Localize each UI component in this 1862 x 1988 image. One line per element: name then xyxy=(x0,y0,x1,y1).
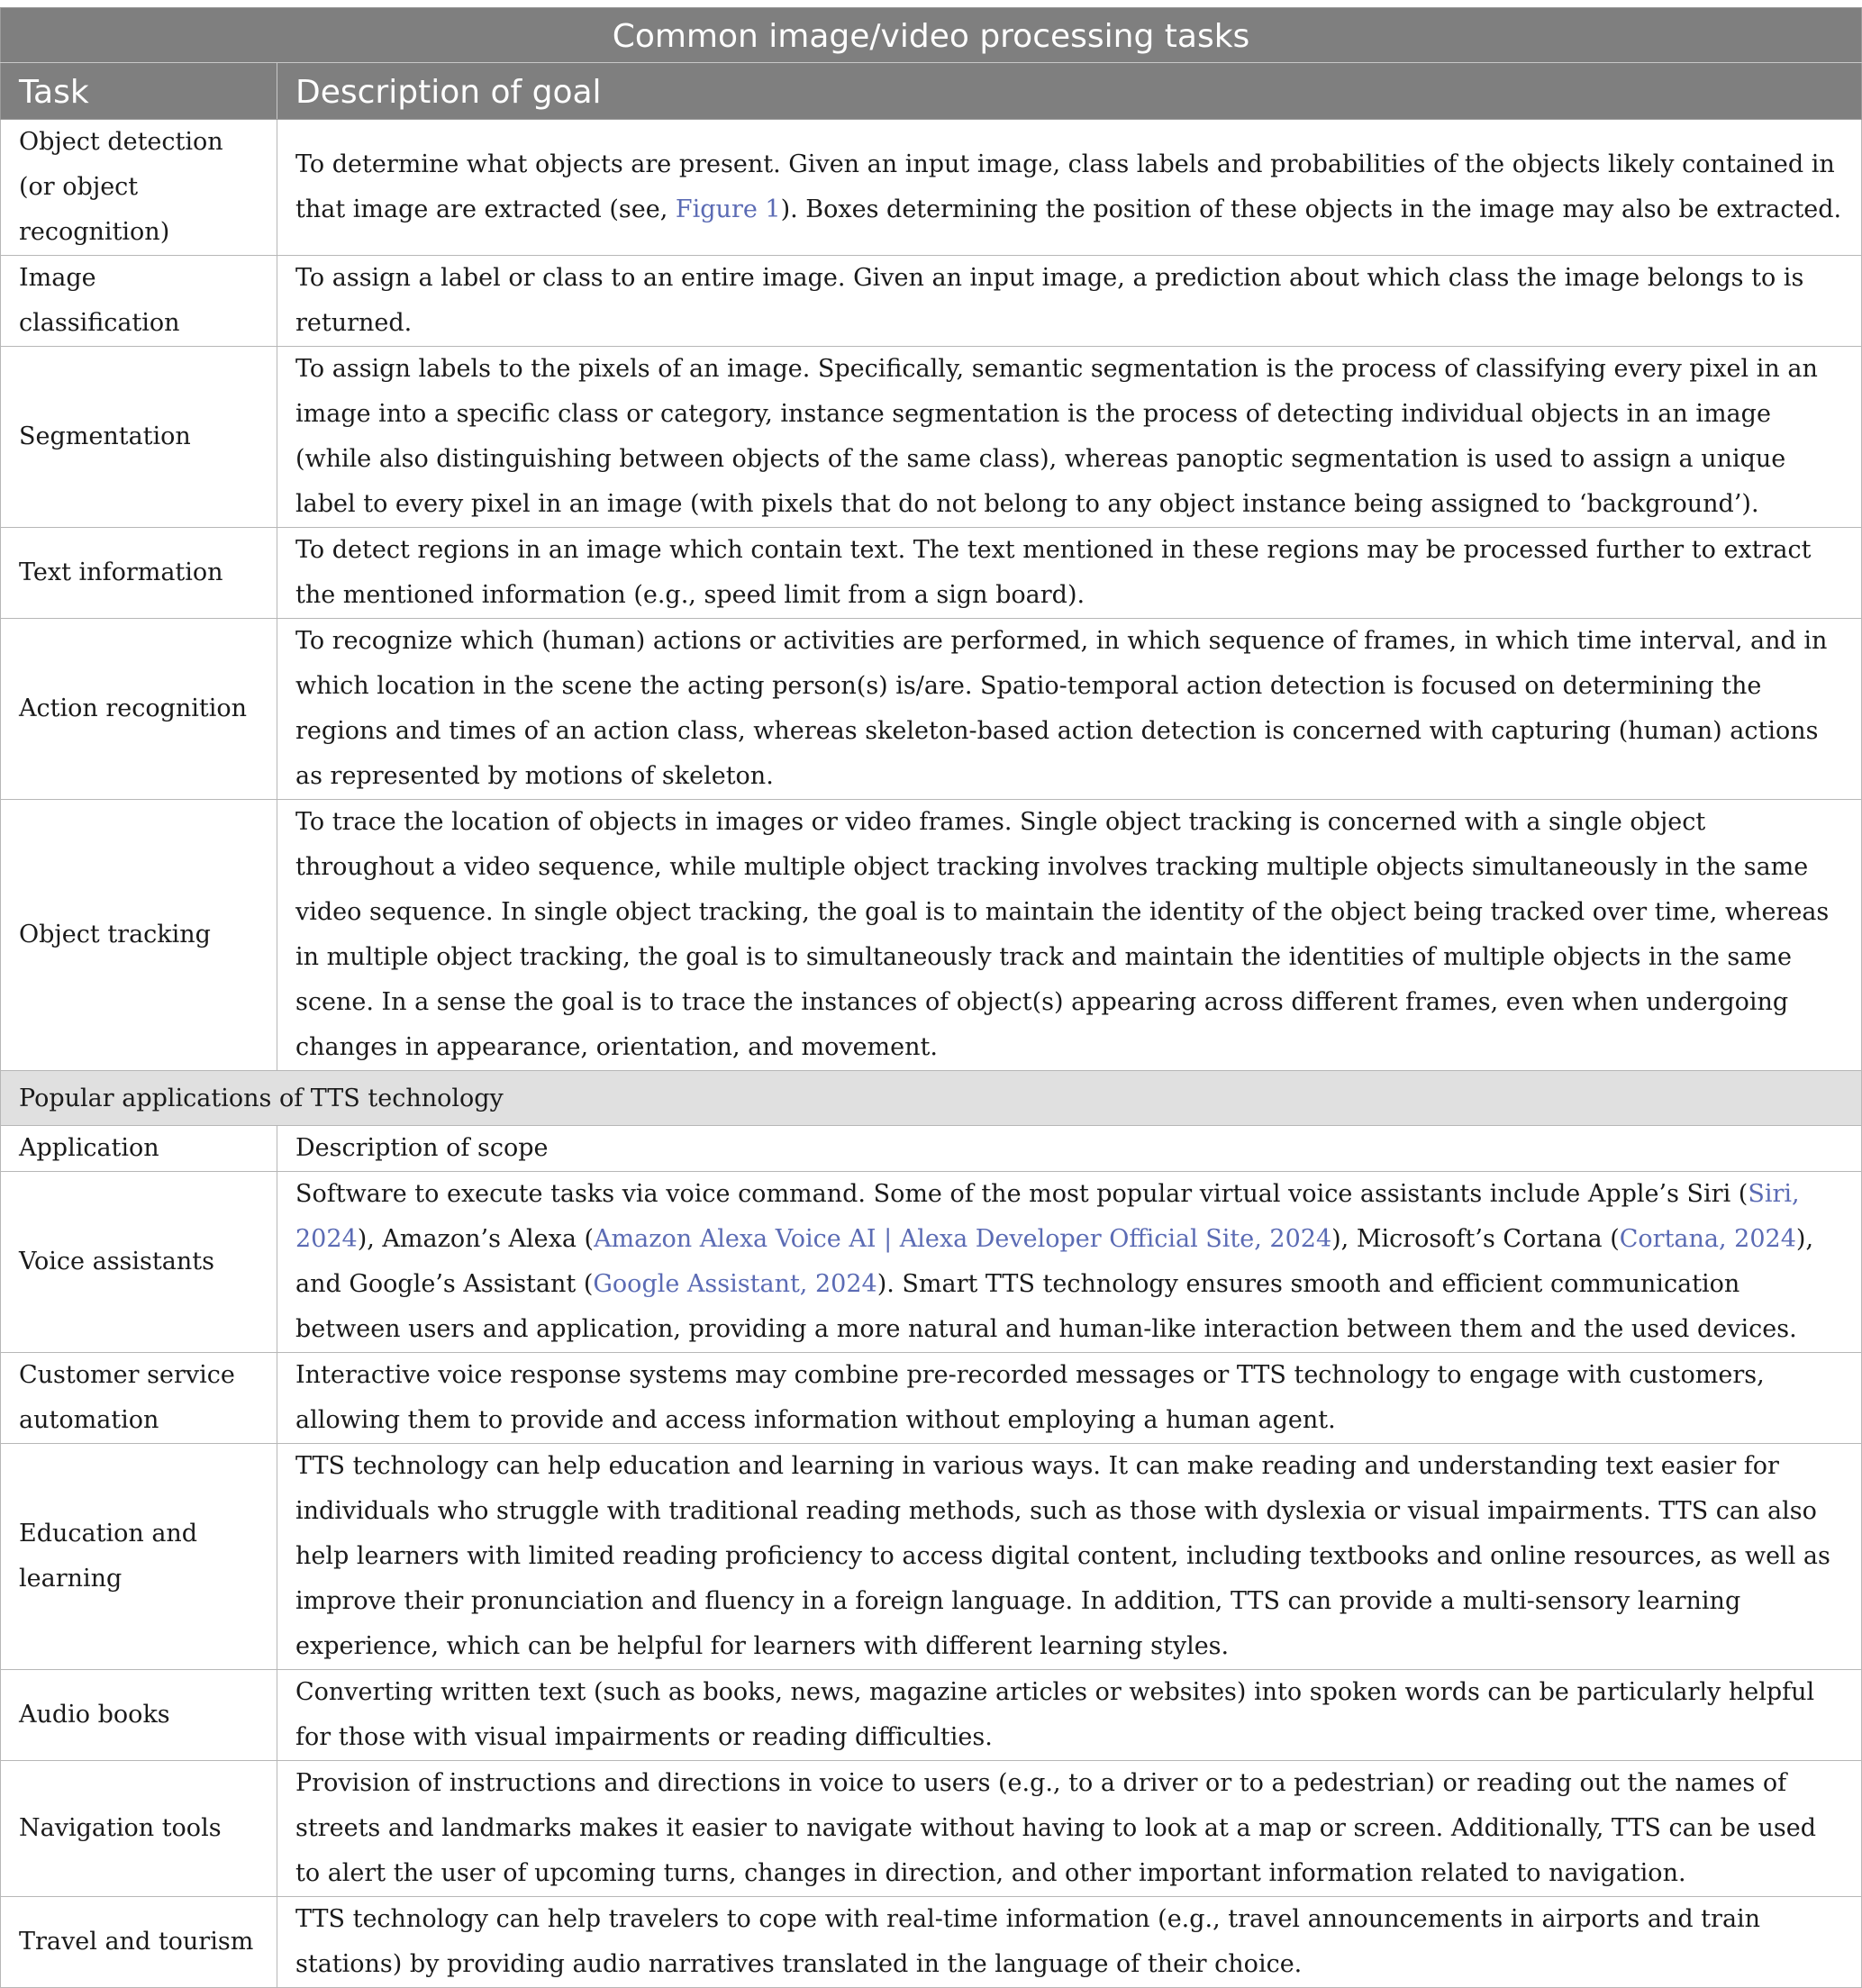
header-application: Application xyxy=(1,1126,277,1172)
task-name: Segmentation xyxy=(1,347,277,528)
google-assistant-reference-link[interactable]: Google Assistant, 2024 xyxy=(593,1270,877,1298)
table-header-row xyxy=(1,63,1862,120)
application-name: Voice assistants xyxy=(1,1172,277,1353)
application-name: Audio books xyxy=(1,1670,277,1761)
table-row xyxy=(1,619,1862,800)
description-text: ), and Google’s Assistant ( xyxy=(295,1225,1814,1298)
table-row xyxy=(1,1444,1862,1670)
table-row xyxy=(1,1897,1862,1988)
header-description: Description of goal xyxy=(277,63,1862,120)
header-task: Task xyxy=(1,63,277,120)
tasks-table xyxy=(0,7,1862,1988)
section-title: Popular applications of TTS technology xyxy=(1,1071,1862,1126)
description-text: ). Smart TTS technology ensures smooth and efficient communication between users and application, providing a more natural and human-like interaction between them and the used devices. xyxy=(295,1270,1797,1343)
section-title-row xyxy=(1,1071,1862,1126)
application-name: Travel and tourism xyxy=(1,1897,277,1988)
table-row xyxy=(1,1761,1862,1897)
application-description: Interactive voice response systems may combine pre-recorded messages or TTS technology to engage with customers, allowing them to provide and access information without employing a human agent. xyxy=(277,1353,1862,1444)
description-text: To determine what objects are present. Given an input image, class labels and probabilities of the objects likely contained in that image are extracted (see, xyxy=(295,150,1835,223)
table-row xyxy=(1,1172,1862,1353)
application-name: Customer service automation xyxy=(1,1353,277,1444)
description-text: Software to execute tasks via voice command. Some of the most popular virtual voice assistants include Apple’s Siri ( xyxy=(295,1180,1748,1208)
header-scope: Description of scope xyxy=(277,1126,1862,1172)
application-description: Provision of instructions and directions in voice to users (e.g., to a driver or to a pedestrian) or reading out the names of streets and landmarks makes it easier to navigate without having to look at a map or screen. Additionally, TTS can be used to alert the user of upcoming turns, changes in direction, and other important information related to navigation. xyxy=(277,1761,1862,1897)
application-name: Education and learning xyxy=(1,1444,277,1670)
application-description: Converting written text (such as books, news, magazine articles or websites) into spoken words can be particularly helpful for those with visual impairments or reading difficulties. xyxy=(277,1670,1862,1761)
application-name: Navigation tools xyxy=(1,1761,277,1897)
table-row xyxy=(1,528,1862,619)
application-description xyxy=(277,1172,1862,1353)
task-name: Image classification xyxy=(1,256,277,347)
table-wrapper xyxy=(0,7,1861,1988)
table-row xyxy=(1,1353,1862,1444)
description-text: ), Microsoft’s Cortana ( xyxy=(1331,1225,1620,1253)
cortana-reference-link[interactable]: Cortana, 2024 xyxy=(1619,1225,1796,1253)
table-row xyxy=(1,347,1862,528)
description-text: ), Amazon’s Alexa ( xyxy=(357,1225,595,1253)
task-description: To detect regions in an image which contain text. The text mentioned in these regions may be processed further to extract the mentioned information (e.g., speed limit from a sign board). xyxy=(277,528,1862,619)
table-row xyxy=(1,256,1862,347)
task-description: To assign a label or class to an entire image. Given an input image, a prediction about which class the image belongs to is returned. xyxy=(277,256,1862,347)
task-name: Object detection (or object recognition) xyxy=(1,120,277,256)
table-title-row xyxy=(1,8,1862,63)
table-title: Common image/video processing tasks xyxy=(1,8,1862,63)
application-description: TTS technology can help travelers to cope with real-time information (e.g., travel announcements in airports and train stations) by providing audio narratives translated in the language of their choice. xyxy=(277,1897,1862,1988)
task-description: To assign labels to the pixels of an image. Specifically, semantic segmentation is the process of classifying every pixel in an image into a specific class or category, instance segmentation is the process of detecting individual objects in an image (while also distinguishing between objects of the same class), whereas panoptic segmentation is used to assign a unique label to every pixel in an image (with pixels that do not belong to any object instance being assigned to ‘background’). xyxy=(277,347,1862,528)
application-description: TTS technology can help education and learning in various ways. It can make reading and understanding text easier for individuals who struggle with traditional reading methods, such as those with dyslexia or visual impairments. TTS can also help learners with limited reading proficiency to access digital content, including textbooks and online resources, as well as improve their pronunciation and fluency in a foreign language. In addition, TTS can provide a multi-sensory learning experience, which can be helpful for learners with different learning styles. xyxy=(277,1444,1862,1670)
table-row xyxy=(1,800,1862,1071)
table-row xyxy=(1,120,1862,256)
section-header-row xyxy=(1,1126,1862,1172)
task-name: Action recognition xyxy=(1,619,277,800)
task-description xyxy=(277,120,1862,256)
description-text: ). Boxes determining the position of these objects in the image may also be extracted. xyxy=(780,195,1842,223)
alexa-reference-link[interactable]: Amazon Alexa Voice AI | Alexa Developer Official Site, 2024 xyxy=(594,1225,1332,1253)
siri-reference-link[interactable]: Siri, 2024 xyxy=(295,1180,1800,1253)
task-name: Object tracking xyxy=(1,800,277,1071)
figure-link[interactable]: Figure 1 xyxy=(675,195,781,223)
task-name: Text information xyxy=(1,528,277,619)
task-description: To recognize which (human) actions or activities are performed, in which sequence of frames, in which time interval, and in which location in the scene the acting person(s) is/are. Spatio-temporal action detection is focused on determining the regions and times of an action class, whereas skeleton-based action detection is concerned with capturing (human) actions as represented by motions of skeleton. xyxy=(277,619,1862,800)
table-row xyxy=(1,1670,1862,1761)
task-description: To trace the location of objects in images or video frames. Single object tracking is concerned with a single object throughout a video sequence, while multiple object tracking involves tracking multiple objects simultaneously in the same video sequence. In single object tracking, the goal is to maintain the identity of the object being tracked over time, whereas in multiple object tracking, the goal is to simultaneously track and maintain the identities of multiple objects in the same scene. In a sense the goal is to trace the instances of object(s) appearing across different frames, even when undergoing changes in appearance, orientation, and movement. xyxy=(277,800,1862,1071)
